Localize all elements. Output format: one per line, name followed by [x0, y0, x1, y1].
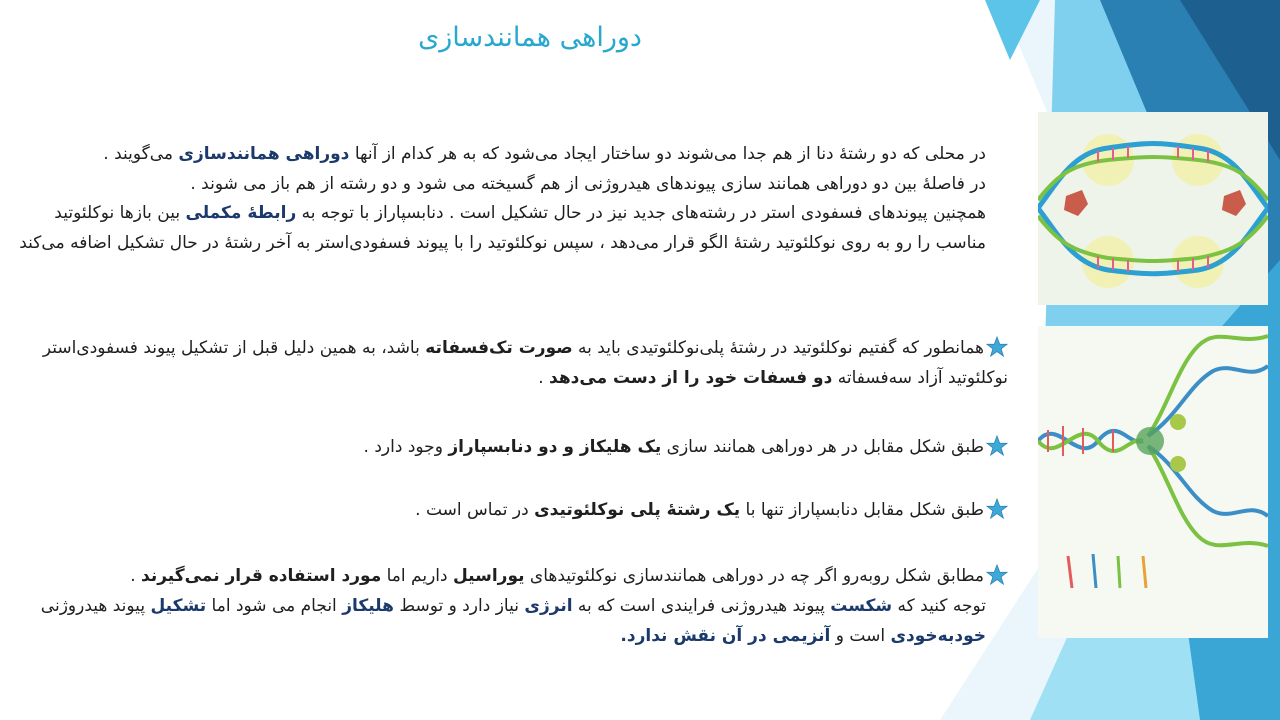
note-text: توجه کنید که شکست پیوند هیدروژنی فرایندی است که به انرژی نیاز دارد و توسط هلیکاز انجام می شود اما تشکیل پیوند هیدروژنی خودبه‌خودی است و آنزیمی در آن نقش ندارد.	[40, 596, 986, 646]
dna-fork-illustration	[1038, 326, 1268, 638]
star-bullet-icon	[986, 498, 1008, 520]
replication-bubble-image	[1038, 112, 1268, 305]
bullet-item-2: طبق شکل مقابل در هر دوراهی همانند سازی یک هلیکاز و دو دنابسپاراز وجود دارد .	[33, 433, 1008, 463]
replication-fork-image	[1038, 326, 1268, 638]
bullet-item-1: همانطور که گفتیم نوکلئوتید در رشتۀ پلی‌نوکلئوتیدی باید به صورت تک‌فسفاته باشد، به همین دلیل قبل از تشکیل پیوند فسفودی‌استر نوکلئوتید آزاد سه‌فسفاته دو فسفات خود را از دست می‌دهد .	[42, 338, 1008, 388]
star-bullet-icon	[986, 564, 1008, 586]
intro-paragraph-2: در فاصلۀ بین دو دوراهی همانند سازی پیوندهای هیدروژنی از هم گسیخته می شود و دو رشته از هم باز می شوند .	[190, 173, 986, 194]
term-complementarity: رابطۀ مکملی	[185, 203, 297, 223]
page-title: دوراهی همانندسازی	[418, 22, 642, 53]
bullet-item-3: طبق شکل مقابل دنابسپاراز تنها با یک رشتۀ پلی نوکلئوتیدی در تماس است .	[33, 496, 1008, 526]
dna-bubble-illustration	[1038, 112, 1268, 305]
star-bullet-icon	[986, 435, 1008, 457]
intro-paragraph-3: همچنین پیوندهای فسفودی استر در رشته‌های جدید نیز در حال تشکیل است . دنابسپاراز با توجه به رابطۀ مکملی بین بازها نوکلئوتید مناسب را رو به روی نوکلئوتید رشتۀ الگو قرار می‌دهد ، سپس نوکلئوتید را با پیوند فسفودی‌استر به آخر رشتۀ در حال تشکیل اضافه می‌کند	[19, 203, 986, 253]
intro-paragraph-1: در محلی که دو رشتۀ دنا از هم جدا می‌شوند دو ساختار ایجاد می‌شود که به هر کدام از آنها دوراهی همانندسازی می‌گویند .	[103, 144, 986, 164]
star-bullet-icon	[986, 336, 1008, 358]
intro-text	[18, 140, 986, 258]
bullet-item-4: مطابق شکل روبه‌رو اگر چه در دوراهی همانندسازی نوکلئوتیدهای یوراسیل داریم اما مورد استفاده قرار نمی‌گیرند .	[33, 562, 1008, 592]
term-replication-fork: دوراهی همانندسازی	[178, 144, 350, 164]
